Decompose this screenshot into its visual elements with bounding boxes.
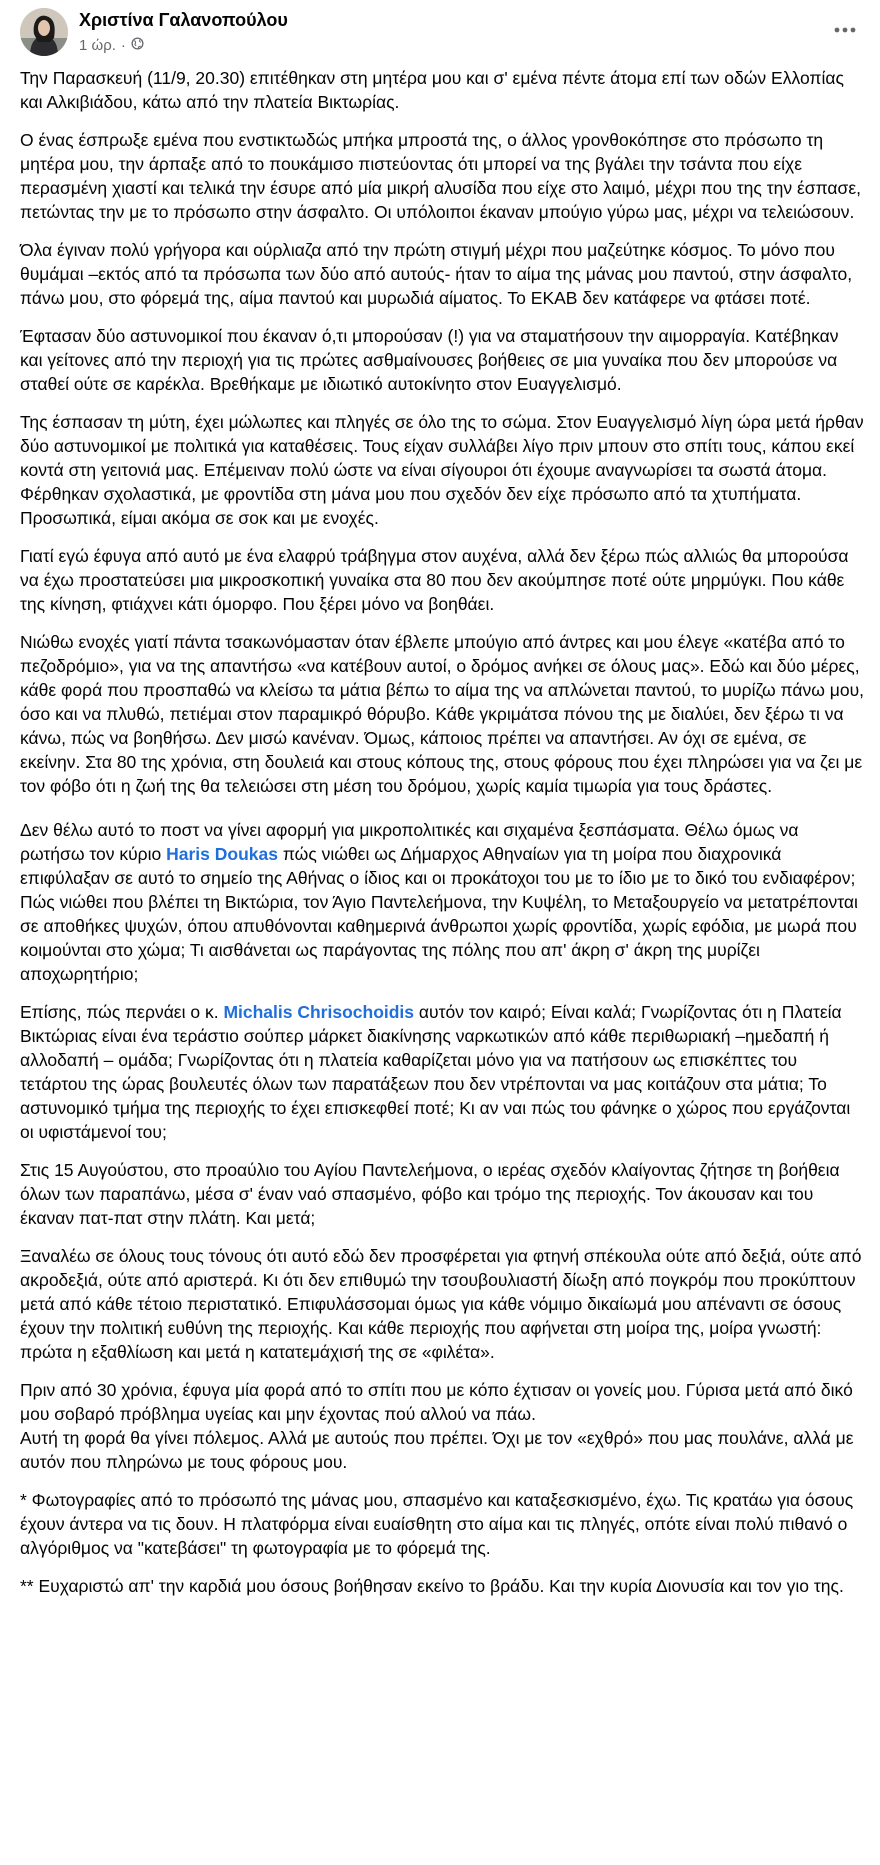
post-paragraph: Την Παρασκευή (11/9, 20.30) επιτέθηκαν στη μητέρα μου και σ' εμένα πέντε άτομα επί των οδών Ελλοπίας και Αλκιβιάδου, κάτω από την πλατεία Βικτωρίας. [20,68,844,112]
author-avatar[interactable] [20,8,68,56]
post-body [20,66,864,1612]
post-paragraph: Νιώθω ενοχές γιατί πάντα τσακωνόμασταν όταν έβλεπε μπούγιο από άντρες και μου έλεγε «κατέβα από το πεζοδρόμιο», για να της απαντήσω «να κατέβουν αυτοί, ο δρόμος ανήκει σε όλους μας». Εδώ και δύο μέρες, κάθε φορά που προσπαθώ να κλείσω τα μάτια βέπω το αίμα της να απλώνεται παντού, το μυρίζω πάνω μου, όσο και να πλυθώ, πετιέμαι στον παραμικρό θόρυβο. Κάθε γκριμάτσα πόνου της με διαλύει, δεν ξέρω τι να κάνω, πώς να βοηθήσω. Δεν μισώ κανέναν. Όμως, κάποιος πρέπει να απαντήσει. Αν όχι σε εμένα, σε εκείνην. Στα 80 της χρόνια, στη δουλειά και στους κόπους της, στους φόρους που έχει πληρώσει για να ζει με τον φόβο ότι η ζωή της θα τελειώσει στη μέση του δρόμου, χωρίς καμία τιμωρία για τους δράστες. [20,632,865,796]
post-paragraph: Ο ένας έσπρωξε εμένα που ενστικτωδώς μπήκα μπροστά της, ο άλλος γρονθοκόπησε στο πρόσωπο τη μητέρα μου, την άρπαξε από το πουκάμισο πιστεύοντας ότι μπορεί να της βγάλει την τσάντα που είχε περασμένη χιαστί και τελικά την έσυρε από μία μικρή αλυσίδα που είχε στο λαιμό, μέχρι που της την έσπασε, πετώντας την με το πρόσωπο στην άσφαλτο. Οι υπόλοιποι έκαναν μπούγιο γύρω μας, μέχρι να τελειώσουν. [20,130,861,222]
meta-separator: · [120,37,126,54]
post-paragraph: Στις 15 Αυγούστου, στο προαύλιο του Αγίου Παντελεήμονα, ο ιερέας σχεδόν κλαίγοντας ζήτησε τη βοήθεια όλων των παραπάνω, μέσα σ' έναν ναό σπασμένο, φόβο και τρόμο της περιοχής. Τον άκουσαν και του έκαναν πατ-πατ στην πλάτη. Και μετά; [20,1160,840,1228]
more-dots-icon[interactable] [830,18,860,42]
mention-link-haris-doukas[interactable]: Haris Doukas [166,844,278,864]
mention-link-michalis-chrisochoidis[interactable]: Michalis Chrisochoidis [223,1002,415,1022]
post-paragraph: Πριν από 30 χρόνια, έφυγα μία φορά από το σπίτι που με κόπο έχτισαν οι γονείς μου. Γύρισα μετά από δικό μου σοβαρό πρόβλημα υγείας και μην έχοντας πού αλλού να πάω. [20,1380,853,1424]
paragraph-text: Επίσης, πώς περνάει ο κ. [20,1002,224,1022]
author-name[interactable]: Χριστίνα Γαλανοπούλου [79,10,288,30]
post-paragraph: Γιατί εγώ έφυγα από αυτό με ένα ελαφρύ τράβηγμα στον αυχένα, αλλά δεν ξέρω πώς αλλιώς θα μπορούσα να έχω προστατεύσει μια μικροσκοπική γυναίκα στα 80 που δεν ακούμπησε ποτέ ούτε μηρμύγκι. Που κάθε της κίνηση, φτιάχνει κάτι όμορφο. Που ξέρει μόνο να βοηθάει. [20,546,849,614]
post-timestamp[interactable]: 1 ώρ. [79,37,116,54]
post-paragraph: Όλα έγιναν πολύ γρήγορα και ούρλιαζα από την πρώτη στιγμή μέχρι που μαζεύτηκε κόσμος. Το μόνο που θυμάμαι –εκτός από τα πρόσωπα των δύο από αυτούς- ήταν το αίμα της μάνας μου παντού, στην άσφαλτο, πάνω μου, στο φόρεμά της, αίμα παντού και μυρωδιά αίματος. Το ΕΚΑΒ δεν κατάφερε να φτάσει ποτέ. [20,240,853,308]
post-paragraph: Ξαναλέω σε όλους τους τόνους ότι αυτό εδώ δεν προσφέρεται για φτηνή σπέκουλα ούτε από δεξιά, ούτε από ακροδεξιά, ούτε από αριστερά. Κι ότι δεν επιθυμώ την τσουβουλιαστή δίωξη από πογκρόμ που προκύπτουν μετά από κάθε τέτοιο περιστατικό. Επιφυλάσσομαι όμως για κάθε νόμιμο δικαίωμά μου απέναντι σε όσους έχουν την πολιτική ευθύνη της περιοχής. Και κάθε περιοχής που αφήνεται στη μοίρα της, μοίρα γνωστή: πρώτα η εξαθλίωση και μετά η κατατεμάχισή της σε «φιλέτα». [20,1246,862,1362]
post-meta [79,37,144,54]
post-paragraph-chrisochoidis [20,1000,864,1144]
post-footnote: * Φωτογραφίες από το πρόσωπό της μάνας μου, σπασμένο και καταξεσκισμένο, έχω. Τις κρατάω για όσους έχουν άντερα να τις δουν. Η πλατφόρμα είναι ευαίσθητη στο αίμα και τις πληγές, οπότε είναι πολύ πιθανό ο αλγόριθμος να "κατεβάσει" τη φωτογραφία με το φόρεμά της. [20,1490,854,1558]
post-paragraph: Έφτασαν δύο αστυνομικοί που έκαναν ό,τι μπορούσαν (!) για να σταματήσουν την αιμορραγία. Κατέβηκαν και γείτονες από την περιοχή για τις πρώτες ασθμαίνουσες βοήθειες σε μια γυναίκα που δεν μπορούσε να σταθεί ούτε σε καρέκλα. Βρεθήκαμε με ιδιωτικό αυτοκίνητο στον Ευαγγελισμό. [20,326,839,394]
post-footnote: ** Ευχαριστώ απ' την καρδιά μου όσους βοήθησαν εκείνο το βράδυ. Και την κυρία Διονυσία και τον γιο της. [20,1576,844,1596]
post-header [0,0,880,62]
paragraph-text: αυτόν τον καιρό; Είναι καλά; Γνωρίζοντας ότι η Πλατεία Βικτώριας είναι ένα τεράστιο σούπερ μάρκετ διακίνησης ναρκωτικών από κάθε περιθωριακή –ημεδαπή ή αλλοδαπή – ομάδα; Γνωρίζοντας ότι η πλατεία καθαρίζεται μόνο για να πατήσουν ως επισκέπτες του τετάρτου της ώρας βουλευτές όλων των παρατάξεων που δεν ντρέπονται να μας κοιτάζουν στα μάτια; Το αστυνομικό τμήμα της περιοχής το έχει επισκεφθεί ποτέ; Κι αν ναι πώς του φάνηκε ο χώρος που εργάζονται οι υφιστάμενοί του; [20,1002,851,1142]
post-paragraph: Αυτή τη φορά θα γίνει πόλεμος. Αλλά με αυτούς που πρέπει. Όχι με τον «εχθρό» που μας πουλάνε, αλλά με αυτόν που πληρώνω με τους φόρους μου. [20,1428,854,1472]
paragraph-text: πώς νιώθει ως Δήμαρχος Αθηναίων για τη μοίρα που διαχρονικά επιφύλαξαν σε αυτό το σημείο της Αθήνας ο ίδιος και οι προκάτοχοι του με το ίδιο με το δικό του ενδιαφέρον; Πώς νιώθει που βλέπει τη Βικτώρια, τον Άγιο Παντελεήμονα, την Κυψέλη, το Μεταξουργείο να μετατρέπονται σε αποθήκες ψυχών, όπου απυθόνονται καθημερινά άνθρωποι χωρίς φροντίδα, χωρίς εφόδια, με μωρά που κοιμούνται στο χώμα; Τι αισθάνεται ως παράγοντας της πόλης που απ' άκρη σ' άκρη της μυρίζει αποχωρητήριο; [20,844,858,984]
post-paragraph-doukas [20,818,864,986]
avatar-photo [20,8,68,56]
post-paragraph: Της έσπασαν τη μύτη, έχει μώλωπες και πληγές σε όλο της το σώμα. Στον Ευαγγελισμό λίγη ώρα μετά ήρθαν δύο αστυνομικοί με πολιτικά για καταθέσεις. Τους είχαν συλλάβει λίγο πριν μπουν στο σπίτι τους, κάπου εκεί κοντά στη γειτονιά μας. Επέμειναν πολύ ώστε να είναι σίγουροι ότι έχουμε αναγνωρίσει τα σωστά άτομα. Φέρθηκαν σχολαστικά, με φροντίδα στη μάνα μου που σχεδόν δεν είχε πρόσωπο από τα χτυπήματα. Προσωπικά, είμαι ακόμα σε σοκ και με ενοχές. [20,412,864,528]
paragraph-text: Δεν θέλω αυτό το ποστ να γίνει αφορμή για μικροπολιτικές και σιχαμένα ξεσπάσματα. Θέλω όμως να ρωτήσω τον κύριο [20,820,799,864]
globe-icon[interactable] [131,37,144,54]
